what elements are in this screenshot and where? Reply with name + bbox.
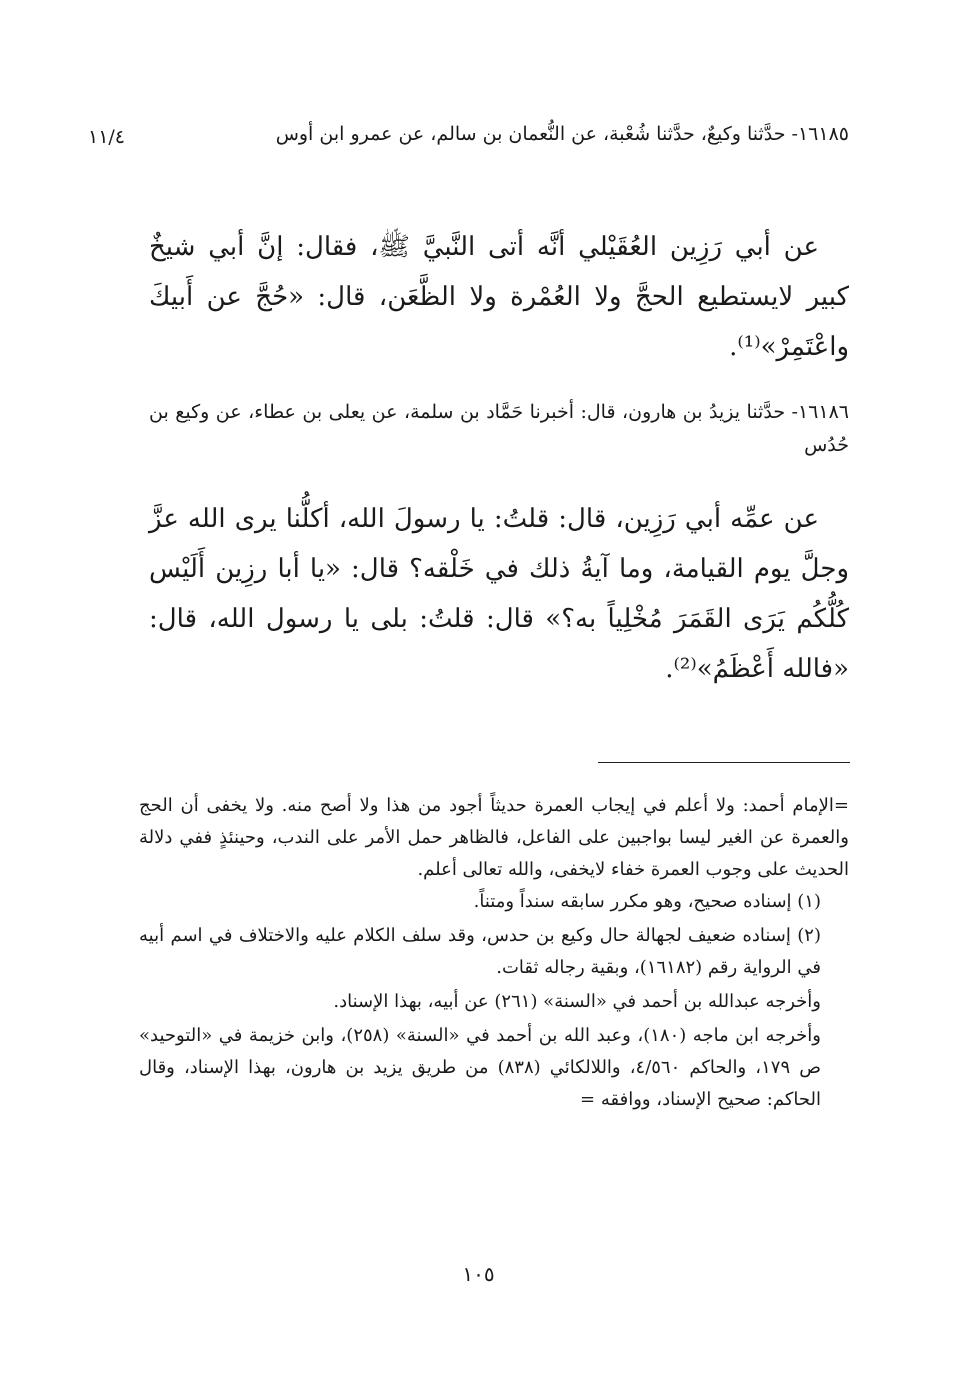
isnad-text: ١٦١٨٦- حدَّثنا يزيدُ بن هارون، قال: أخبرنا حَمَّاد بن سلمة، عن يعلى بن عطاء، عن وكيع بن حُدُس bbox=[149, 401, 849, 456]
hadith-16186-isnad bbox=[149, 396, 849, 462]
footnote-separator bbox=[598, 762, 850, 763]
footnotes bbox=[139, 790, 849, 1116]
hadith-16186-matn bbox=[149, 494, 849, 694]
isnad-text: ١٦١٨٥- حدَّثنا وكيعٌ، حدَّثنا شُعْبة، عن النُّعمان بن سالم، عن عمرو ابن أوس bbox=[275, 123, 849, 145]
footnote-2-extra-b: وأخرجه ابن ماجه (١٨٠)، وعبد الله بن أحمد في «السنة» (٢٥٨)، وابن خزيمة في «التوحيد» ص ١٧٩، والحاكم ٤/٥٦٠، واللالكائي (٨٣٨) من طريق يزيد بن هارون، بهذا الإسناد، وقال الحاكم: صحيح الإسناد، ووافقه = bbox=[139, 1025, 822, 1110]
footnote-continuation: =الإمام أحمد: ولا أعلم في إيجاب العمرة حديثاً أجود من هذا ولا أصح منه. ولا يخفى أن الحج والعمرة عن الغير ليسا بواجبين على الفاعل، فالظاهر حمل الأمر على الندب، وحينئذٍ ففي دلالة الحديث على وجوب العمرة خفاء لايخفى، والله تعالى أعلم. bbox=[139, 795, 849, 880]
footnote-2-extra-a: وأخرجه عبدالله بن أحمد في «السنة» (٢٦١) عن أبيه، بهذا الإسناد. bbox=[333, 991, 821, 1012]
matn-text: عن عمِّه أبي رَزِين، قال: قلتُ: يا رسولَ الله، أكلُّنا يرى الله عزَّ وجلَّ يوم القيامة، وما آيةُ ذلك في خَلْقه؟ قال: «يا أبا رزِين أَلَيْس كُلُّكُم يَرَى القَمَرَ مُخْلِياً به؟» قال: قلتُ: بلى يا رسول الله، قال: «فالله أَعْظَمُ»⁽²⁾. bbox=[149, 504, 849, 684]
hadith-16185-matn bbox=[149, 222, 849, 372]
footnote-1: (١) إسناده صحيح، وهو مكرر سابقه سنداً ومتناً. bbox=[473, 891, 821, 912]
matn-text: عن أبي رَزِين العُقَيْلي أنَّه أتى النَّبيَّ ﷺ، فقال: إنَّ أبي شيخٌ كبير لايستطيع الحجَّ ولا العُمْرة ولا الظَّعَن، قال: «حُجَّ عن أَبيكَ واعْتَمِرْ»⁽¹⁾. bbox=[149, 232, 849, 362]
page-number: ١٠٥ bbox=[462, 1262, 495, 1286]
volume-page-reference: ١١/٤ bbox=[88, 126, 126, 148]
footnote-2: (٢) إسناده ضعيف لجهالة حال وكيع بن حدس، وقد سلف الكلام عليه والاختلاف في اسم أبيه في الرواية رقم (١٦١٨٢)، وبقية رجاله ثقات. bbox=[139, 925, 821, 978]
hadith-16185-isnad bbox=[149, 118, 849, 151]
